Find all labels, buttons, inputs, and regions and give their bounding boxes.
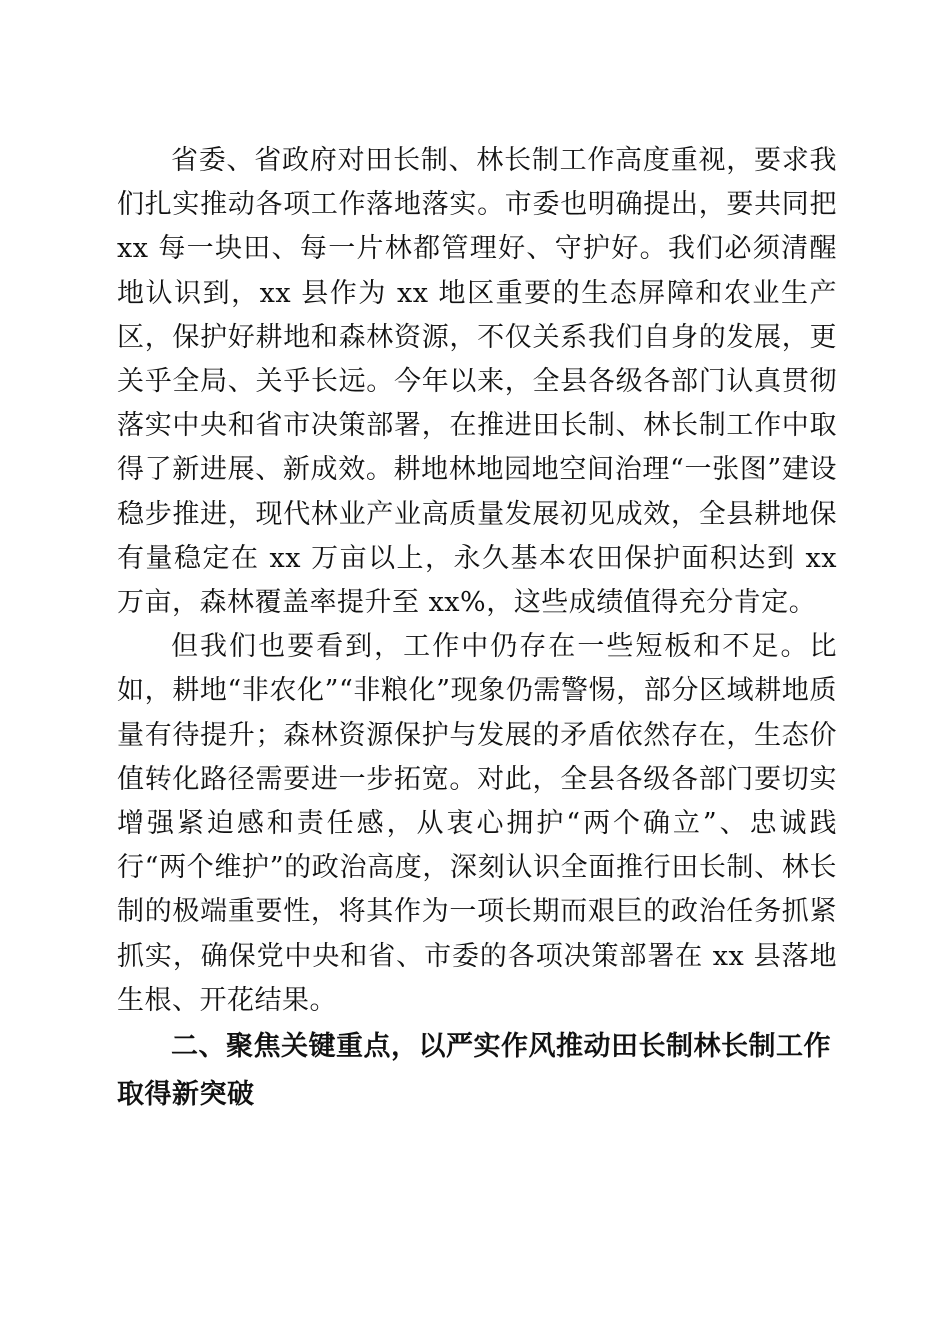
body-paragraph-1: 省委、省政府对田长制、林长制工作高度重视，要求我们扎实推动各项工作落地落实。市委也明确提出，要共同把 xx 每一块田、每一片林都管理好、守护好。我们必须清醒地认识到，xx 县作为 xx 地区重要的生态屏障和农业生产区，保护好耕地和森林资源，不仅关系我们自身的发展，更关乎全局、关乎长远。今年以来，全县各级各部门认真贯彻落实中央和省市决策部署，在推进田长制、林长制工作中取得了新进展、新成效。耕地林地园地空间治理“一张图”建设稳步推进，现代林业产业高质量发展初见成效，全县耕地保有量稳定在 xx 万亩以上，永久基本农田保护面积达到 xx 万亩，森林覆盖率提升至 xx%，这些成绩值得充分肯定。 (117, 145, 837, 619)
document-body (117, 139, 837, 1119)
section-heading: 二、聚焦关键重点，以严实作风推动田长制林长制工作取得新突破 (117, 1031, 831, 1111)
body-paragraph-2: 但我们也要看到，工作中仍存在一些短板和不足。比如，耕地“非农化”“非粮化”现象仍需警惕，部分区域耕地质量有待提升；森林资源保护与发展的矛盾依然存在，生态价值转化路径需要进一步拓宽。对此，全县各级各部门要切实增强紧迫感和责任感，从衷心拥护“两个确立”、忠诚践行“两个维护”的政治高度，深刻认识全面推行田长制、林长制的极端重要性，将其作为一项长期而艰巨的政治任务抓紧抓实，确保党中央和省、市委的各项决策部署在 xx 县落地生根、开花结果。 (117, 631, 837, 1016)
